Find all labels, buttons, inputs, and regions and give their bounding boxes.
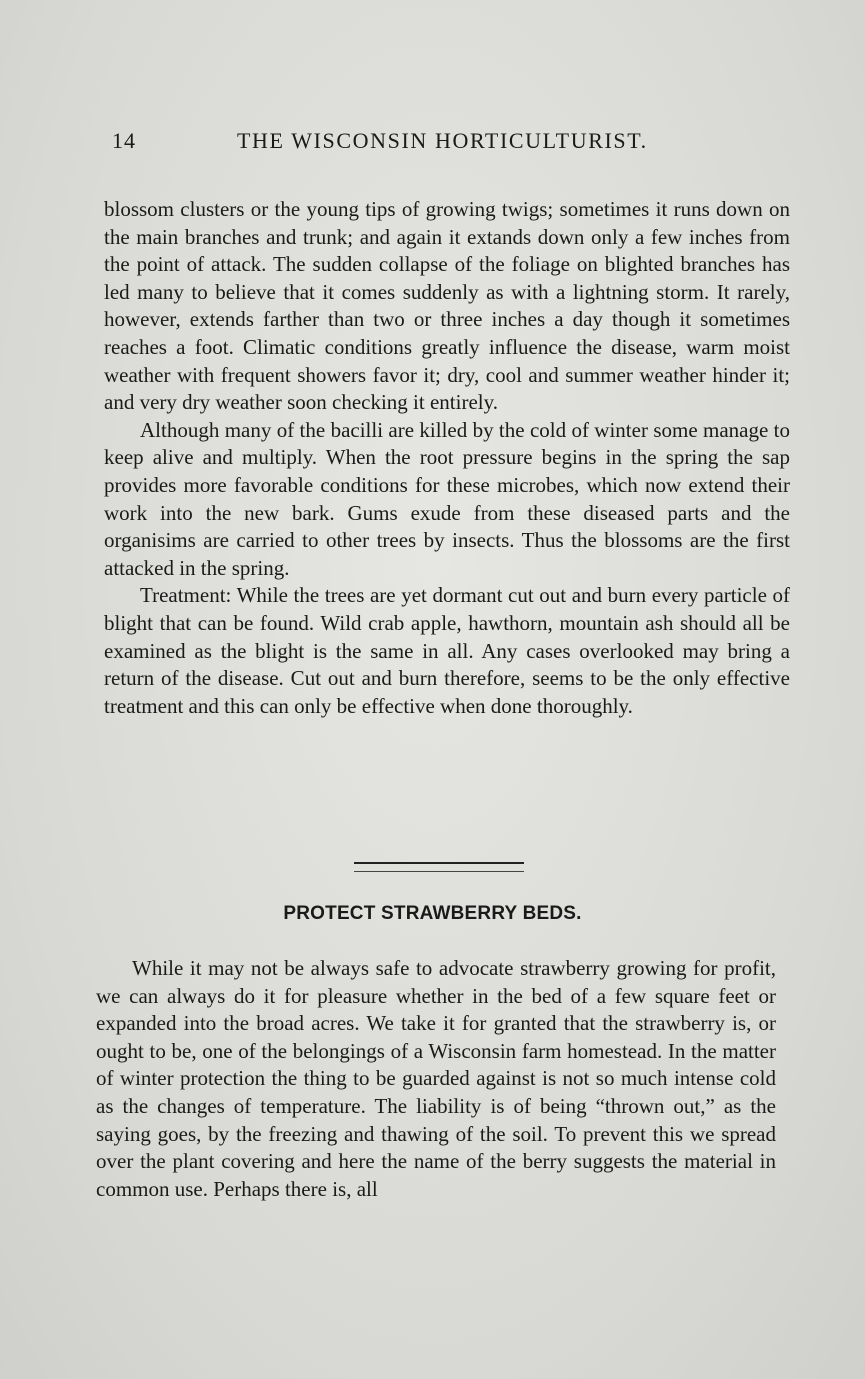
divider-rule-thick [354,862,524,864]
paragraph: blossom clusters or the young tips of growing twigs; sometimes it runs down on the main branches and trunk; and again it extands down only a few inches from the point of attack. The sudden collapse of the foliage on blighted branches has led many to believe that it comes suddenly as with a lightning storm. It rarely, however, extends farther than two or three inches a day though it sometimes reaches a foot. Climatic conditions greatly influence the disease, warm moist weather with frequent showers favor it; dry, cool and summer weather hinder it; and very dry weather soon checking it entirely. [104,197,790,415]
blight-article-body [104,196,790,720]
strawberry-article-body [96,955,776,1203]
divider-rule-thin [354,871,524,872]
paragraph: While it may not be always safe to advocate strawberry growing for profit, we can always do it for pleasure whether in the bed of a few square feet or expanded into the broad acres. We take it for granted that the strawberry is, or ought to be, one of the belongings of a Wisconsin farm homestead. In the matter of winter protection the thing to be guarded against is not so much intense cold as the changes of temperature. The liability is of being “thrown out,” as the saying goes, by the freezing and thawing of the soil. To prevent this we spread over the plant covering and here the name of the berry suggests the material in common use. Perhaps there is, all [96,956,776,1201]
journal-title: THE WISCONSIN HORTICULTURIST. [237,128,648,153]
section-divider [354,862,524,876]
section-heading: PROTECT STRAWBERRY BEDS. [283,903,582,924]
running-head [112,128,692,158]
paragraph: Although many of the bacilli are killed by the cold of winter some manage to keep alive and multiply. When the root pressure begins in the spring the sap provides more favorable conditions for these microbes, which now extend their work into the new bark. Gums exude from these diseased parts and the organisims are carried to other trees by insects. Thus the blossoms are the first attacked in the spring. [104,417,790,580]
paragraph: Treatment: While the trees are yet dormant cut out and burn every particle of blight that can be found. Wild crab apple, hawthorn, mountain ash should all be examined as the blight is the same in all. Any cases overlooked may bring a return of the disease. Cut out and burn therefore, seems to be the only effective treatment and this can only be effective when done thoroughly. [104,583,790,718]
page-number: 14 [112,128,136,153]
